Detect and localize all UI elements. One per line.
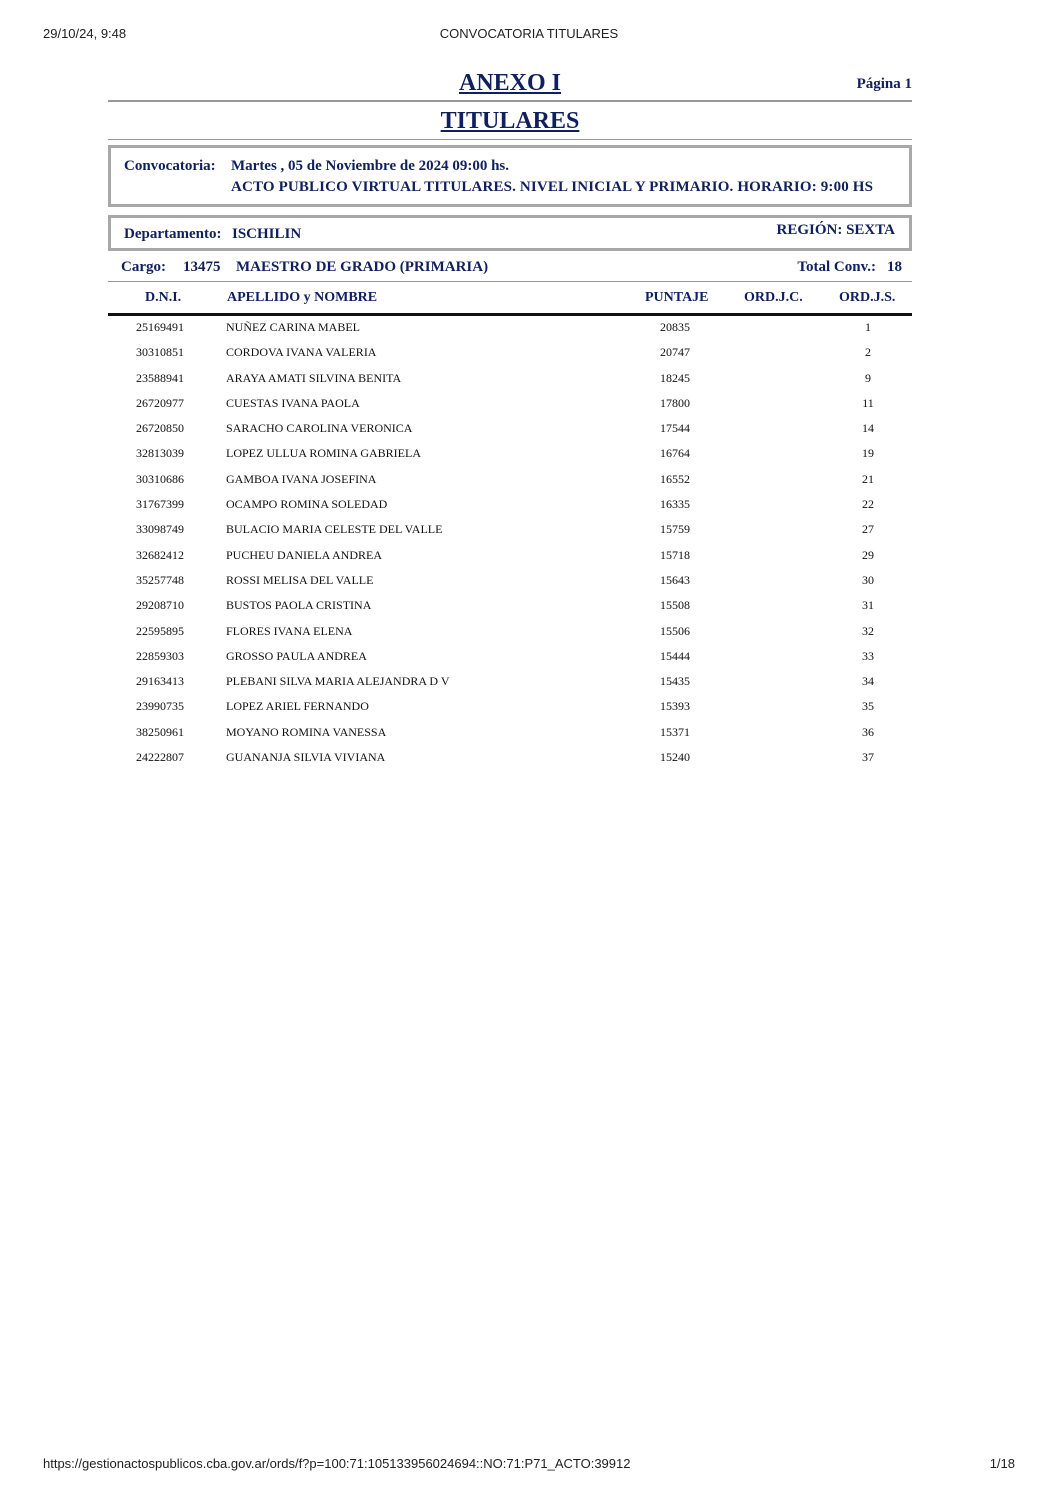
cell-puntaje: 16552 (660, 471, 690, 486)
print-page-count: 1/18 (989, 1456, 1015, 1471)
cargo-name: MAESTRO DE GRADO (PRIMARIA) (236, 259, 489, 275)
column-header-ord-js: ORD.J.S. (839, 290, 896, 305)
divider (108, 281, 912, 282)
cell-name: OCAMPO ROMINA SOLEDAD (226, 497, 388, 512)
table-row (108, 371, 912, 396)
cell-name: PUCHEU DANIELA ANDREA (226, 547, 382, 562)
cell-dni: 26720977 (136, 395, 184, 410)
table-row (108, 699, 912, 724)
cell-name: FLORES IVANA ELENA (226, 623, 353, 638)
cell-dni: 26720850 (136, 421, 184, 436)
cell-dni: 22859303 (136, 648, 184, 663)
table-row (108, 624, 912, 649)
cell-dni: 29208710 (136, 598, 184, 613)
cell-name: SARACHO CAROLINA VERONICA (226, 421, 413, 436)
departamento-value: ISCHILIN (232, 226, 302, 242)
table-row (108, 396, 912, 421)
page-number: Página 1 (856, 76, 912, 92)
column-header-name: APELLIDO y NOMBRE (227, 290, 378, 305)
cell-puntaje: 15508 (660, 598, 690, 613)
cell-dni: 22595895 (136, 623, 184, 638)
table-row (108, 674, 912, 699)
cell-puntaje: 15435 (660, 674, 690, 689)
cell-ord-js: 29 (862, 547, 874, 562)
cell-puntaje: 15506 (660, 623, 690, 638)
cell-name: CORDOVA IVANA VALERIA (226, 345, 377, 360)
column-header-ord-jc: ORD.J.C. (744, 290, 803, 305)
cell-ord-js: 37 (862, 750, 874, 765)
region-label: REGIÓN: SEXTA (776, 222, 895, 238)
cell-dni: 24222807 (136, 750, 184, 765)
total-conv-label: Total Conv.: (797, 259, 876, 275)
cell-ord-js: 9 (865, 370, 871, 385)
column-header-puntaje: PUNTAJE (645, 290, 709, 305)
cell-name: MOYANO ROMINA VANESSA (226, 724, 387, 739)
cell-puntaje: 15393 (660, 699, 690, 714)
table-row (108, 750, 912, 775)
cell-dni: 30310851 (136, 345, 184, 360)
cell-dni: 29163413 (136, 674, 184, 689)
cell-ord-js: 30 (862, 572, 874, 587)
cell-name: BUSTOS PAOLA CRISTINA (226, 598, 372, 613)
cell-puntaje: 20835 (660, 320, 690, 334)
cargo-label: Cargo: (121, 259, 166, 275)
print-title: CONVOCATORIA TITULARES (439, 26, 619, 41)
cell-dni: 23990735 (136, 699, 184, 714)
table-row (108, 497, 912, 522)
cell-dni: 35257748 (136, 572, 184, 587)
table-row (108, 421, 912, 446)
cell-dni: 33098749 (136, 522, 184, 537)
convocatoria-description: ACTO PUBLICO VIRTUAL TITULARES. NIVEL INICIAL Y PRIMARIO. HORARIO: 9:00 HS (231, 179, 874, 195)
cell-name: GROSSO PAULA ANDREA (226, 648, 367, 663)
cell-dni: 32682412 (136, 547, 184, 562)
header-divider (108, 313, 912, 316)
cell-puntaje: 16764 (660, 446, 690, 461)
cell-ord-js: 32 (862, 623, 874, 638)
cell-name: ARAYA AMATI SILVINA BENITA (226, 370, 402, 385)
convocatoria-date: Martes , 05 de Noviembre de 2024 09:00 hs. (231, 158, 510, 174)
cell-dni: 38250961 (136, 724, 184, 739)
convocatoria-label: Convocatoria: (124, 158, 216, 174)
cell-ord-js: 1 (865, 320, 871, 334)
cell-ord-js: 21 (862, 471, 874, 486)
table-row (108, 472, 912, 497)
cell-puntaje: 15643 (660, 572, 690, 587)
cell-ord-js: 2 (865, 345, 871, 360)
cell-puntaje: 18245 (660, 370, 690, 385)
cargo-code: 13475 (183, 259, 221, 275)
print-header (43, 26, 1015, 44)
table-row (108, 522, 912, 547)
cell-name: ROSSI MELISA DEL VALLE (226, 572, 374, 587)
cell-puntaje: 15371 (660, 724, 690, 739)
cell-dni: 31767399 (136, 497, 184, 512)
anexo-title: ANEXO I (458, 70, 561, 96)
cell-puntaje: 15718 (660, 547, 690, 562)
cell-ord-js: 36 (862, 724, 874, 739)
cell-dni: 30310686 (136, 471, 184, 486)
cell-puntaje: 15444 (660, 648, 690, 663)
cell-ord-js: 22 (862, 497, 874, 512)
cargo-row (108, 259, 912, 279)
print-datetime: 29/10/24, 9:48 (43, 26, 127, 41)
departamento-label: Departamento: (124, 226, 222, 242)
cell-ord-js: 19 (862, 446, 874, 461)
cell-name: LOPEZ ULLUA ROMINA GABRIELA (226, 446, 421, 461)
cell-ord-js: 33 (862, 648, 874, 663)
total-conv-value: 18 (887, 259, 902, 275)
titulares-title: TITULARES (440, 108, 580, 134)
column-header-dni: D.N.I. (145, 290, 182, 305)
table-row (108, 598, 912, 623)
table-row (108, 548, 912, 573)
divider (108, 100, 912, 102)
cell-dni: 25169491 (136, 320, 184, 334)
cell-name: GUANANJA SILVIA VIVIANA (226, 750, 386, 765)
cell-dni: 23588941 (136, 370, 184, 385)
cell-name: CUESTAS IVANA PAOLA (226, 395, 360, 410)
cell-puntaje: 15240 (660, 750, 690, 765)
cell-ord-js: 14 (862, 421, 874, 436)
convocatoria-box (108, 145, 912, 207)
cell-name: PLEBANI SILVA MARIA ALEJANDRA D V (226, 674, 450, 689)
print-footer (43, 1456, 1015, 1474)
cell-puntaje: 20747 (660, 345, 690, 360)
cell-name: NUÑEZ CARINA MABEL (226, 320, 360, 334)
table-row (108, 649, 912, 674)
print-url: https://gestionactospublicos.cba.gov.ar/ords/f?p=100:71:105133956024694::NO:71:P71_ACTO:39912 (43, 1456, 631, 1471)
table-row (108, 345, 912, 370)
table-row (108, 446, 912, 471)
table-row (108, 320, 912, 345)
divider (108, 139, 912, 140)
table-row (108, 573, 912, 598)
cell-ord-js: 31 (862, 598, 874, 613)
cell-puntaje: 17800 (660, 395, 690, 410)
cell-ord-js: 34 (862, 674, 874, 689)
table-row (108, 725, 912, 750)
cell-ord-js: 11 (862, 395, 874, 410)
cell-name: GAMBOA IVANA JOSEFINA (226, 471, 377, 486)
departamento-box (108, 215, 912, 251)
cell-ord-js: 27 (862, 522, 874, 537)
cell-name: LOPEZ ARIEL FERNANDO (226, 699, 369, 714)
cell-ord-js: 35 (862, 699, 874, 714)
cell-dni: 32813039 (136, 446, 184, 461)
cell-puntaje: 16335 (660, 497, 690, 512)
cell-name: BULACIO MARIA CELESTE DEL VALLE (226, 522, 443, 537)
cell-puntaje: 17544 (660, 421, 690, 436)
cell-puntaje: 15759 (660, 522, 690, 537)
titulares-table-body (108, 320, 912, 775)
